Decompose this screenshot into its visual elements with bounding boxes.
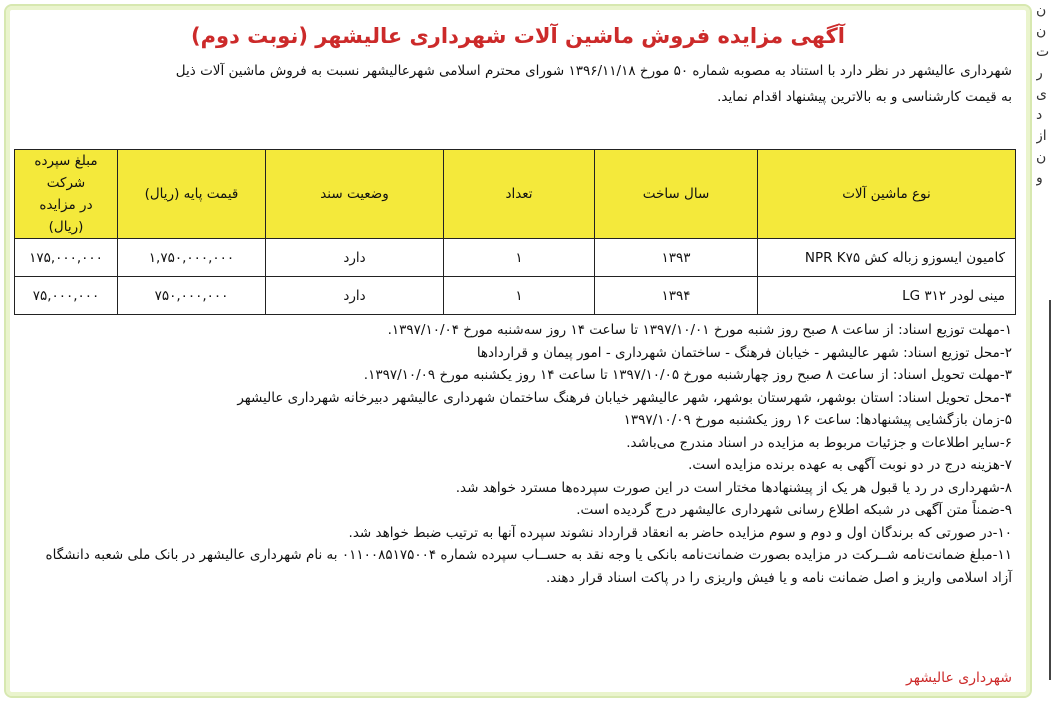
edge-text: ن <box>1036 2 1047 18</box>
cell-base-price: ۱,۷۵۰,۰۰۰,۰۰۰ <box>118 239 266 277</box>
cell-year: ۱۳۹۴ <box>595 277 758 315</box>
term-item: ۴-محل تحویل اسناد: استان بوشهر، شهرستان بوشهر، شهر عالیشهر خیابان فرهنگ ساختمان شهرداری عالیشهر دبیرخانه شهرداری عالیشهر <box>237 389 1012 406</box>
cell-deposit: ۱۷۵,۰۰۰,۰۰۰ <box>15 239 118 277</box>
term-item: ۹-ضمناً متن آگهی در شبکه اطلاع رسانی شهرداری عالیشهر درج گردیده است. <box>576 502 1012 518</box>
machinery-table <box>14 149 1016 315</box>
table-row <box>15 277 1016 315</box>
term-item: ۶-سایر اطلاعات و جزئیات مربوط به مزایده در اسناد مندرج می‌باشد. <box>626 434 1012 451</box>
cell-doc-status: دارد <box>266 239 444 277</box>
intro-line-2: به قیمت کارشناسی و به بالاترین پیشنهاد اقدام نماید. <box>717 89 1012 105</box>
table-header-row <box>15 150 1016 239</box>
edge-text: ن <box>1036 149 1047 165</box>
header-base-price: قیمت پایه (ریال) <box>118 150 266 239</box>
edge-text: ی <box>1036 86 1047 102</box>
term-item: ۸-شهرداری در رد یا قبول هر یک از پیشنهادها مختار است در این صورت سپرده‌ها مسترد خواهد شد. <box>455 479 1012 496</box>
cell-name: کامیون ایسوزو زباله کش NPR K۷۵ <box>758 239 1016 277</box>
term-item: ۱۰-در صورتی که برندگان اول و دوم و سوم مزایده حاضر به انعقاد قرارداد نشوند سپرده آنها به ترتیب ضبط خواهد شد. <box>348 524 1012 541</box>
edge-text: ن <box>1036 23 1047 39</box>
term-item: ۱-مهلت توزیع اسناد: از ساعت ۸ صبح روز شنبه مورخ ۱۳۹۷/۱۰/۰۱ تا ساعت ۱۴ روز سه‌شنبه مورخ ۱۳۹۷/۱۰/۰۴. <box>387 322 1012 338</box>
term-item: ۳-مهلت تحویل اسناد: از ساعت ۸ صبح روز چهارشنبه مورخ ۱۳۹۷/۱۰/۰۵ تا ساعت ۱۴ روز یکشنبه مورخ ۱۳۹۷/۱۰/۰۹. <box>363 367 1012 383</box>
header-count: تعداد <box>444 150 595 239</box>
intro-line-1: شهرداری عالیشهر در نظر دارد با استناد به مصوبه شماره ۵۰ مورخ ۱۳۹۶/۱۱/۱۸ شورای محترم اسلامی شهرعالیشهر نسبت به فروش ماشین آلات ذیل <box>175 63 1012 79</box>
cell-deposit: ۷۵,۰۰۰,۰۰۰ <box>15 277 118 315</box>
header-name: نوع ماشین آلات <box>758 150 1016 239</box>
header-deposit-line-1: مبلغ سپرده شرکت <box>34 153 98 191</box>
cell-name: مینی لودر LG ۳۱۲ <box>758 277 1016 315</box>
column-divider <box>1049 300 1051 680</box>
term-item: ۱۱-مبلغ ضمانت‌نامه شــرکت در مزایده بصورت ضمانت‌نامه بانکی یا وجه نقد به حســاب سپرده شماره ۰۱۱۰۰۸۵۱۷۵۰۰۴ به نام شهرداری عالیشهر در بانک ملی شعبه دانشگاه آزاد اسلامی واریز و اصل ضمانت نامه و یا فیش واریزی را در پاکت اسناد قرار دهند. <box>45 547 1012 586</box>
auction-ad <box>4 4 1032 698</box>
cell-count: ۱ <box>444 277 595 315</box>
edge-text: ر <box>1036 65 1043 81</box>
ad-intro <box>24 58 1012 110</box>
header-deposit <box>15 150 118 239</box>
ad-title: آگهی مزایده فروش ماشین آلات شهرداری عالیشهر (نوبت دوم) <box>191 24 845 48</box>
terms-list <box>22 319 1012 589</box>
edge-text: از <box>1036 128 1047 144</box>
term-item: ۷-هزینه درج در دو نوبت آگهی به عهده برنده مزایده است. <box>688 457 1012 473</box>
edge-text: ت <box>1036 44 1050 60</box>
cell-doc-status: دارد <box>266 277 444 315</box>
edge-text: د <box>1036 107 1043 123</box>
header-doc-status: وضعیت سند <box>266 150 444 239</box>
adjacent-ad-edge <box>1036 0 1058 705</box>
term-item: ۵-زمان بازگشایی پیشنهادها: ساعت ۱۶ روز یکشنبه مورخ ۱۳۹۷/۱۰/۰۹ <box>623 412 1012 428</box>
cell-year: ۱۳۹۳ <box>595 239 758 277</box>
term-item: ۲-محل توزیع اسناد: شهر عالیشهر - خیابان فرهنگ - ساختمان شهرداری - امور پیمان و قراردادها <box>476 344 1012 361</box>
signature: شهرداری عالیشهر <box>906 670 1012 686</box>
table-row <box>15 239 1016 277</box>
ad-content <box>16 14 1020 686</box>
cell-base-price: ۷۵۰,۰۰۰,۰۰۰ <box>118 277 266 315</box>
cell-count: ۱ <box>444 239 595 277</box>
header-year: سال ساخت <box>595 150 758 239</box>
header-deposit-line-2: در مزایده (ریال) <box>39 197 93 235</box>
edge-text: و <box>1036 170 1043 186</box>
